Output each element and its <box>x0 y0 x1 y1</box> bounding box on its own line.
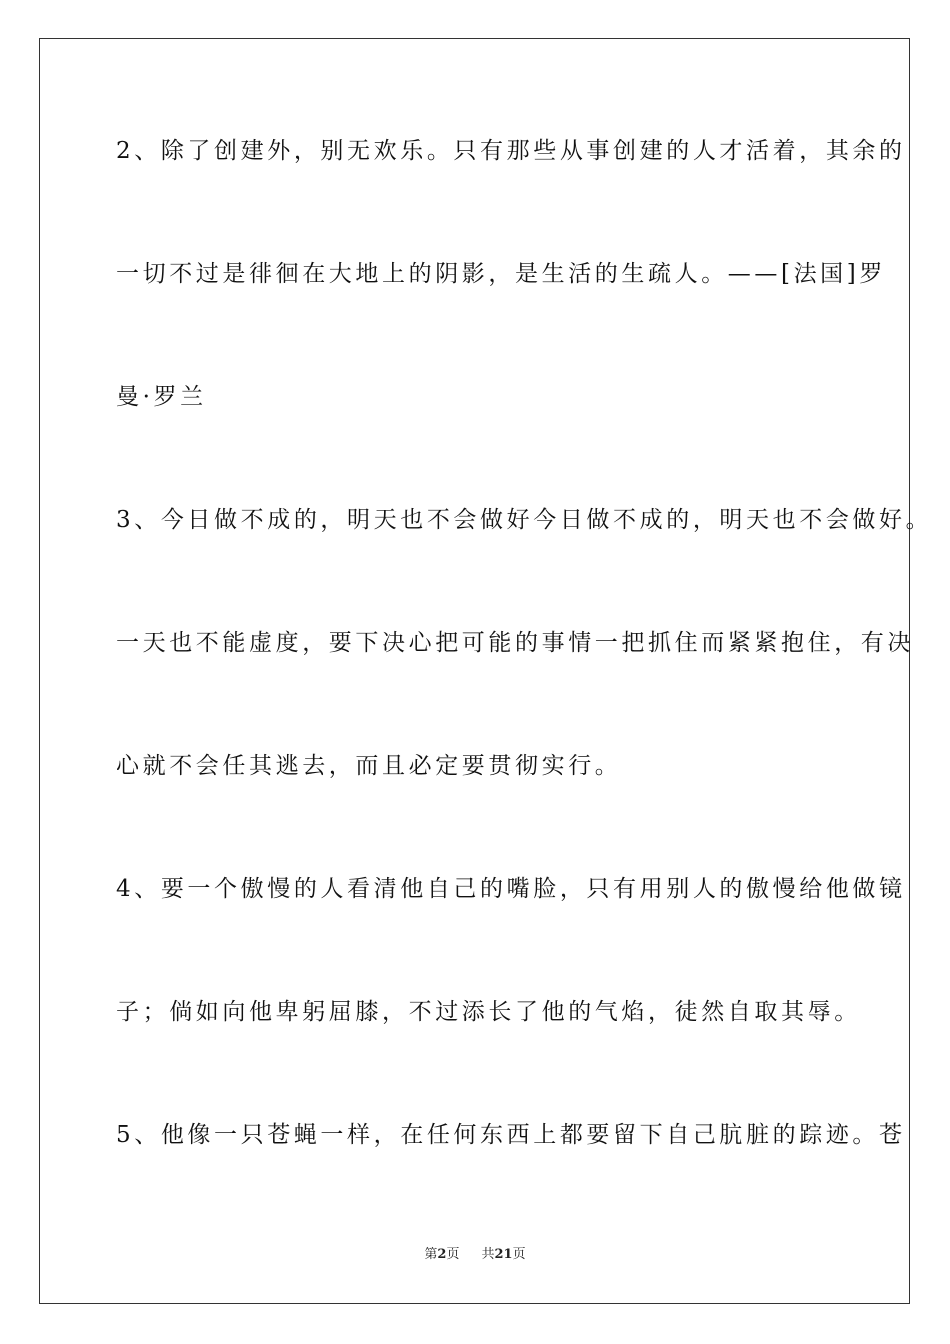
total-pages-indicator <box>481 1247 525 1262</box>
page-footer <box>0 1246 950 1264</box>
text-line-4: 3、今日做不成的，明天也不会做好今日做不成的，明天也不会做好。 <box>116 507 933 533</box>
text-line-9: 5、他像一只苍蝇一样，在任何东西上都要留下自己肮脏的踪迹。苍 <box>116 1122 906 1148</box>
text-line-2: 一切不过是徘徊在大地上的阴影，是生活的生疏人。——[法国]罗 <box>116 261 886 287</box>
text-line-1: 2、除了创建外，别无欢乐。只有那些从事创建的人才活着，其余的 <box>116 138 906 164</box>
page-number: 2 <box>437 1247 447 1262</box>
total-suffix: 页 <box>512 1247 526 1262</box>
page-suffix: 页 <box>446 1247 460 1262</box>
page-border <box>39 38 910 1304</box>
text-line-8: 子；倘如向他卑躬屈膝，不过添长了他的气焰，徒然自取其辱。 <box>116 999 861 1025</box>
total-pages: 21 <box>494 1247 513 1262</box>
text-line-6: 心就不会任其逃去，而且必定要贯彻实行。 <box>116 753 622 779</box>
text-line-3: 曼·罗兰 <box>116 384 207 410</box>
text-line-5: 一天也不能虚度，要下决心把可能的事情一把抓住而紧紧抱住，有决 <box>116 630 914 656</box>
text-line-7: 4、要一个傲慢的人看清他自己的嘴脸，只有用别人的傲慢给他做镜 <box>116 876 906 902</box>
total-prefix: 共 <box>481 1247 495 1262</box>
page-prefix: 第 <box>424 1247 438 1262</box>
page-indicator <box>424 1247 459 1262</box>
